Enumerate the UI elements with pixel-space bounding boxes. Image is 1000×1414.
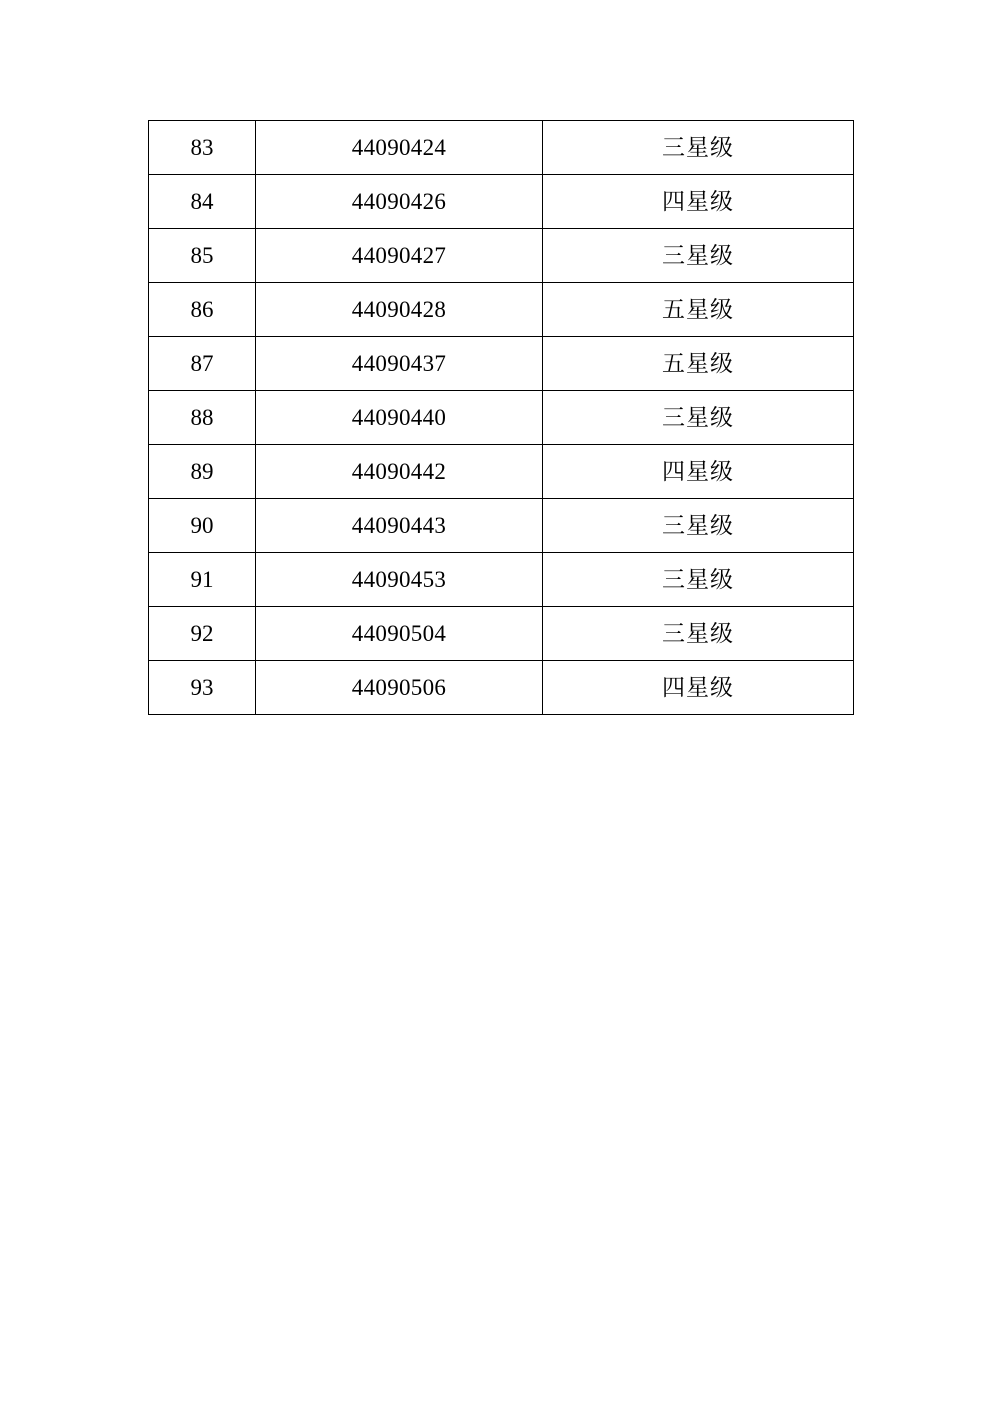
table-row <box>149 337 854 391</box>
table-row <box>149 391 854 445</box>
table-row <box>149 121 854 175</box>
row-index: 90 <box>149 499 256 553</box>
rating-table <box>148 120 854 715</box>
row-index: 83 <box>149 121 256 175</box>
row-level: 五星级 <box>543 283 854 337</box>
table-row <box>149 607 854 661</box>
row-index: 86 <box>149 283 256 337</box>
table-row <box>149 229 854 283</box>
row-level: 三星级 <box>543 229 854 283</box>
row-code: 44090428 <box>256 283 543 337</box>
table-body <box>149 121 854 715</box>
row-code: 44090437 <box>256 337 543 391</box>
row-index: 89 <box>149 445 256 499</box>
table-row <box>149 661 854 715</box>
row-level: 四星级 <box>543 661 854 715</box>
row-code: 44090426 <box>256 175 543 229</box>
row-index: 87 <box>149 337 256 391</box>
table-row <box>149 175 854 229</box>
row-code: 44090504 <box>256 607 543 661</box>
row-index: 84 <box>149 175 256 229</box>
row-index: 88 <box>149 391 256 445</box>
row-level: 三星级 <box>543 607 854 661</box>
table-row <box>149 499 854 553</box>
row-code: 44090453 <box>256 553 543 607</box>
row-level: 三星级 <box>543 553 854 607</box>
row-code: 44090427 <box>256 229 543 283</box>
row-level: 三星级 <box>543 121 854 175</box>
table-row <box>149 553 854 607</box>
row-code: 44090424 <box>256 121 543 175</box>
row-code: 44090440 <box>256 391 543 445</box>
row-level: 四星级 <box>543 175 854 229</box>
row-index: 91 <box>149 553 256 607</box>
row-code: 44090443 <box>256 499 543 553</box>
row-level: 三星级 <box>543 391 854 445</box>
row-index: 93 <box>149 661 256 715</box>
row-code: 44090442 <box>256 445 543 499</box>
row-level: 四星级 <box>543 445 854 499</box>
row-code: 44090506 <box>256 661 543 715</box>
table-row <box>149 283 854 337</box>
row-index: 85 <box>149 229 256 283</box>
row-level: 三星级 <box>543 499 854 553</box>
row-level: 五星级 <box>543 337 854 391</box>
row-index: 92 <box>149 607 256 661</box>
table-row <box>149 445 854 499</box>
